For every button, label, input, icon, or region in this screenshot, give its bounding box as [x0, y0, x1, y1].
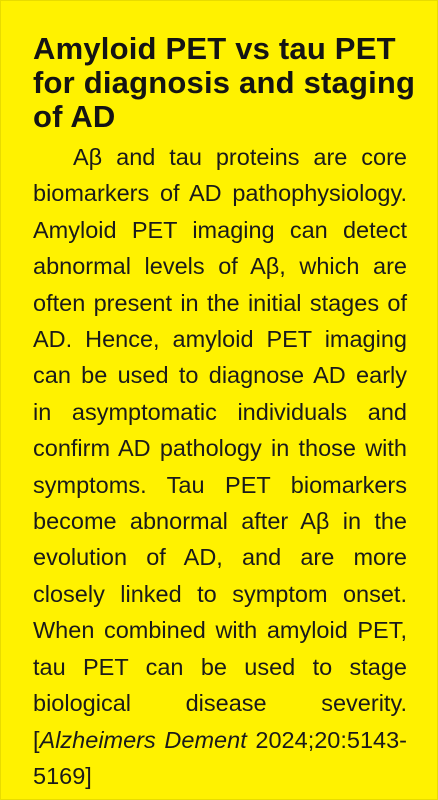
citation-details: 2024;20:5143-5169: [33, 726, 408, 789]
citation-journal: Alzheimers Dement: [39, 726, 247, 753]
citation-close-bracket: ]: [85, 762, 92, 789]
body-text: Aβ and tau proteins are core biomarkers of AD pathophysiology. Amyloid PET imaging can detect abnormal levels of Aβ, which are often present in the initial stages of AD. Hence, amyloid PET imaging can be used to diagnose AD early in asymptomatic individuals and confirm AD pathology in those with symptoms. Tau PET biomarkers become abnormal after Aβ in the evolution of AD, and are more closely linked to symptom onset. When combined with amyloid PET, tau PET can be used to stage biological disease severity.: [33, 144, 407, 717]
sidebar-body: [33, 139, 407, 794]
sidebar-title: Amyloid PET vs tau PET for diagnosis and staging of AD: [33, 31, 416, 134]
citation: [33, 727, 407, 789]
citation-open-bracket: [: [33, 726, 40, 753]
